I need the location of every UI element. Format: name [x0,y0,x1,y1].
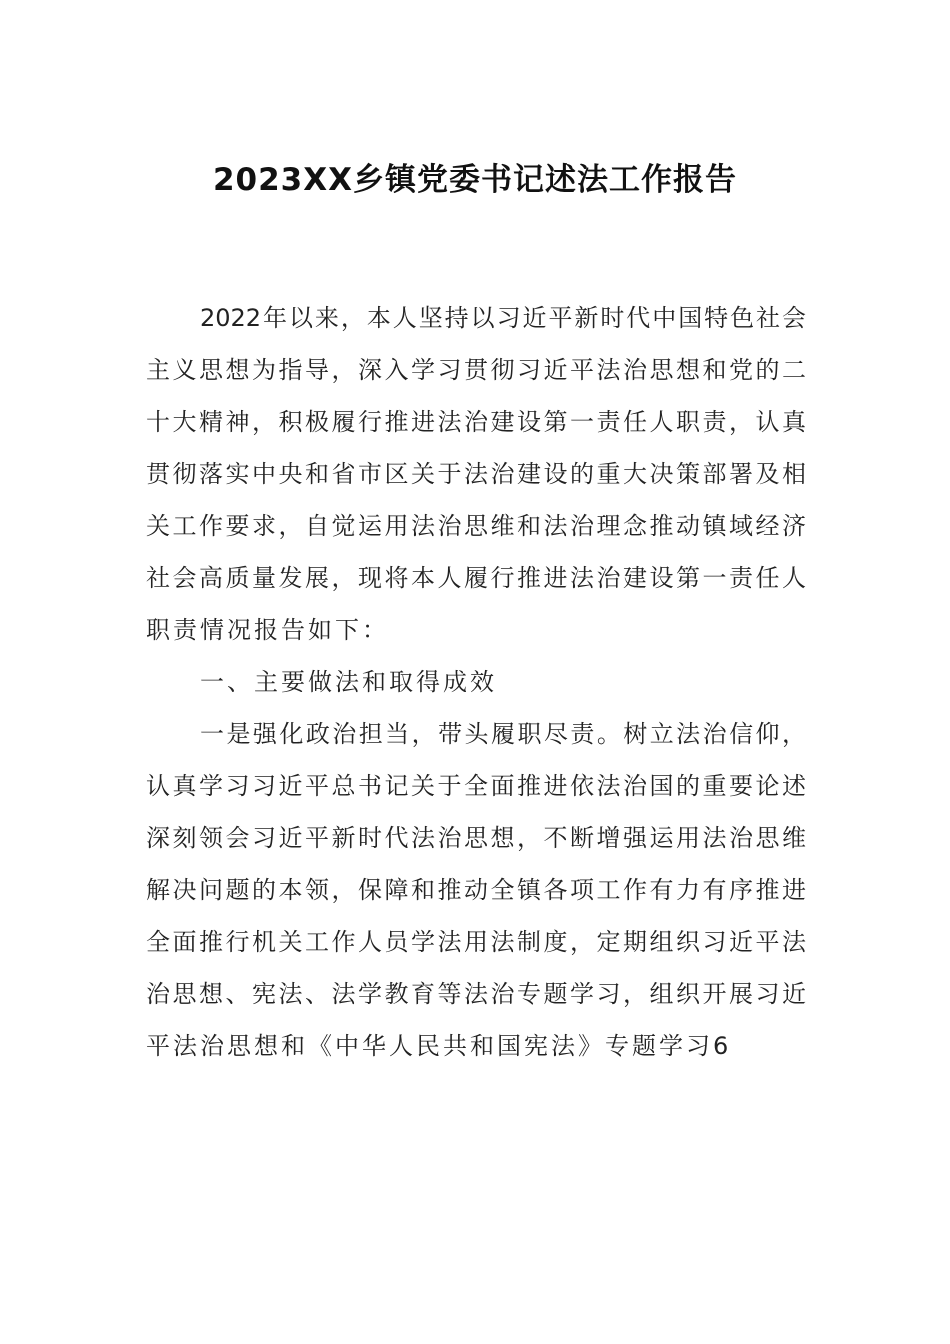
document-title: 2023XX乡镇党委书记述法工作报告 [212,162,738,198]
section-heading: 一、主要做法和取得成效 [200,668,497,696]
paragraph-line: 2022年以来，本人坚持以习近平新时代中国特色社会 [200,304,806,332]
document-body [146,292,806,1072]
paragraph-line: 社会高质量发展，现将本人履行推进法治建设第一责任人 [146,564,806,592]
paragraph-line: 关工作要求，自觉运用法治思维和法治理念推动镇域经济 [146,512,806,540]
paragraph-line: 主义思想为指导，深入学习贯彻习近平法治思想和党的二 [146,356,806,384]
paragraph-line: 职责情况报告如下： [146,616,389,644]
paragraph-line: 深刻领会习近平新时代法治思想，不断增强运用法治思维 [146,824,806,852]
paragraph-line: 全面推行机关工作人员学法用法制度，定期组织习近平法 [146,928,806,956]
paragraph-line: 平法治思想和《中华人民共和国宪法》专题学习6 [146,1032,732,1060]
paragraph-line: 治思想、宪法、法学教育等法治专题学习，组织开展习近 [146,980,806,1008]
paragraph-line: 认真学习习近平总书记关于全面推进依法治国的重要论述 [146,772,806,800]
paragraph-line: 十大精神，积极履行推进法治建设第一责任人职责，认真 [146,408,806,436]
paragraph-line: 解决问题的本领，保障和推动全镇各项工作有力有序推进 [146,876,806,904]
paragraph-line: 贯彻落实中央和省市区关于法治建设的重大决策部署及相 [146,460,806,488]
paragraph-line: 一是强化政治担当，带头履职尽责。树立法治信仰， [200,720,806,748]
